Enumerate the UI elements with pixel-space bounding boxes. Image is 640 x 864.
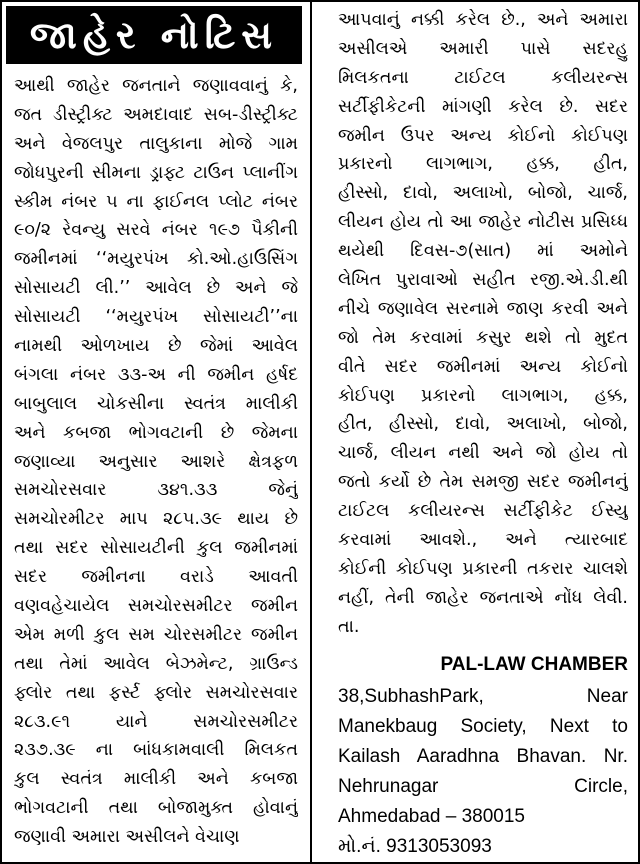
notice-line: વણવહેચાયેલ સમચોરસમીટર જમીન: [14, 596, 298, 617]
notice-line: ભોગવટાની તથા બોજામુક્ત હોવાનું: [14, 798, 298, 819]
address-line: Manekbaug Society, Next to: [338, 715, 628, 737]
notice-line: અસીલએ અમારી પાસે સદરહુ: [338, 38, 628, 59]
notice-line: જમીનમાં ‘‘મયુરપંખ કો.ઓ.હાઉસિંગ: [14, 249, 298, 270]
notice-line: તથા તેમાં આવેલ બેઝમેન્ટ, ગ્રાઉન્ડ: [14, 653, 298, 674]
notice-line: જો તેમ કરવામાં કસુર થશે તો મુદત: [338, 327, 628, 348]
notice-line: ટાઈટલ કલીયરન્સ સર્ટીફીકેટ ઈસ્યુ: [338, 501, 628, 522]
notice-line: અને વેજલપુર તાલુકાના મોજે ગામ: [14, 133, 298, 154]
notice-line: તથા સદર સોસાયટીની કુલ જમીનમાં: [14, 538, 298, 559]
notice-line: જમીન ઉપર અન્ય કોઈનો કોઈપણ: [338, 125, 628, 146]
notice-line: ૨૩૭.૩૯ ના બાંધકામવાલી મિલકત: [14, 740, 298, 761]
address-line: 38,SubhashPark, Near: [338, 685, 628, 707]
notice-line: જોધપુરની સીમના ડ્રાફ્ટ ટાઉન પ્લાનીંગ: [14, 162, 298, 183]
notice-title: જાહેર નોટિસ: [29, 12, 279, 57]
column-divider: [310, 0, 312, 864]
notice-line: સમચોરમીટર માપ ૨૮૫.૩૯ થાય છે: [14, 509, 298, 530]
notice-line: આપવાનું નક્કી કરેલ છે., અને અમારા: [338, 10, 628, 30]
right-column-text: [338, 6, 628, 642]
notice-line: સદર જમીનના વરાડે આવતી: [14, 567, 298, 588]
notice-line: નીચે જણાવેલ સરનામે જાણ કરવી અને: [338, 298, 628, 319]
right-column: [338, 6, 628, 862]
notice-line: સમચોરસવાર ૩૪૧.૩૩ જેનું: [14, 480, 298, 501]
notice-line: તા.: [338, 616, 360, 637]
notice-line: ફ્લોર તથા ફર્સ્ટ ફ્લોર સમચોરસવાર: [14, 682, 298, 703]
notice-line: આથી જાહેર જનતાને જણાવવાનું કે,: [14, 76, 298, 96]
notice-line: સોસાયટી લી.’’ આવેલ છે અને જે: [14, 278, 298, 299]
left-column-text: [14, 72, 298, 852]
title-banner: [6, 6, 302, 64]
notice-line: અને કબજા ભોગવટાની છે જેમના: [14, 422, 298, 443]
notice-line: જણાવ્યા અનુસાર આશરે ક્ષેત્રફળ: [14, 451, 298, 472]
notice-line: હીસ્સો, દાવો, અલાખો, બોજો, ચાર્જ,: [338, 183, 628, 204]
notice-line: નામથી ઓળખાય છે જેમાં આવેલ: [14, 336, 298, 357]
notice-line: જતો કર્યો છે તેમ સમજી સદર જમીનનું: [338, 472, 628, 493]
notice-line: ચાર્જ, લીયન નથી અને જો હોય તો: [338, 443, 628, 464]
notice-line: કુલ સ્વતંત્ર માલીકી અને કબજા: [14, 769, 298, 790]
notice-line: કોઈપણ પ્રકારનો લાગભાગ, હક્ક,: [338, 385, 628, 406]
notice-line: જત ડીસ્ટ્રીક્ટ અમદાવાદ સબ-ડીસ્ટ્રીક્ટ: [14, 104, 298, 125]
notice-line: જણાવી અમારા અસીલને વેચાણ: [14, 827, 240, 848]
notice-line: ૯૦/૨ રેવન્યુ સરવે નંબર ૧૯૭ પૈકીની: [14, 220, 298, 241]
notice-line: થયેથી દિવસ-૭(સાત) માં અમોને: [338, 241, 628, 262]
address-line: મો.નં. 9313053093: [338, 835, 492, 857]
notice-line: સોસાયટી ‘‘મયુરપંખ સોસાયટી’’ના: [14, 307, 298, 328]
address-line: Kailash Aaradhna Bhavan. Nr.: [338, 745, 628, 767]
notice-line: ૨૮૩.૯૧ યાને સમચોરસમીટર: [14, 711, 298, 732]
notice-line: લીયન હોય તો આ જાહેર નોટીસ પ્રસિધ્ધ: [338, 212, 628, 233]
address-line: Nehrunagar Circle,: [338, 775, 628, 797]
notice-line: કોઈની કોઈપણ પ્રકારની તકરાર ચાલશે: [338, 558, 628, 579]
notice-line: વીતે સદર જમીનમાં અન્ય કોઈનો: [338, 356, 628, 377]
notice-line: સર્ટીફીકેટની માંગણી કરેલ છે. સદર: [338, 96, 628, 117]
address-line: Ahmedabad – 380015: [338, 805, 525, 827]
notice-line: પ્રકારનો લાગભાગ, હક્ક, હીત,: [338, 154, 628, 175]
notice-line: બાબુલાલ ચોકસીના સ્વતંત્ર માલીકી: [14, 393, 298, 414]
notice-line: કરવામાં આવશે., અને ત્યારબાદ: [338, 530, 628, 551]
notice-line: સ્કીમ નંબર ૫ ના ફાઈનલ પ્લોટ નંબર: [14, 191, 298, 212]
firm-name: PAL-LAW CHAMBER: [440, 653, 628, 675]
notice-line: નહીં, તેની જાહેર જનતાએ નોંધ લેવી.: [338, 587, 628, 608]
notice-line: લેખિત પુરાવાઓ સહીત રજી.એ.ડી.થી: [338, 270, 628, 291]
notice-line: મિલકતના ટાઈટલ કલીયરન્સ: [338, 67, 628, 88]
address-block: [338, 682, 628, 862]
notice-line: હીત, હીસ્સો, દાવો, અલાખો, બોજો,: [338, 414, 628, 435]
notice-line: બંગલા નંબર ૩૩-અ ની જમીન હર્ષદ: [14, 364, 298, 385]
notice-line: એમ મળી કુલ સમ ચોરસમીટર જમીન: [14, 624, 298, 645]
